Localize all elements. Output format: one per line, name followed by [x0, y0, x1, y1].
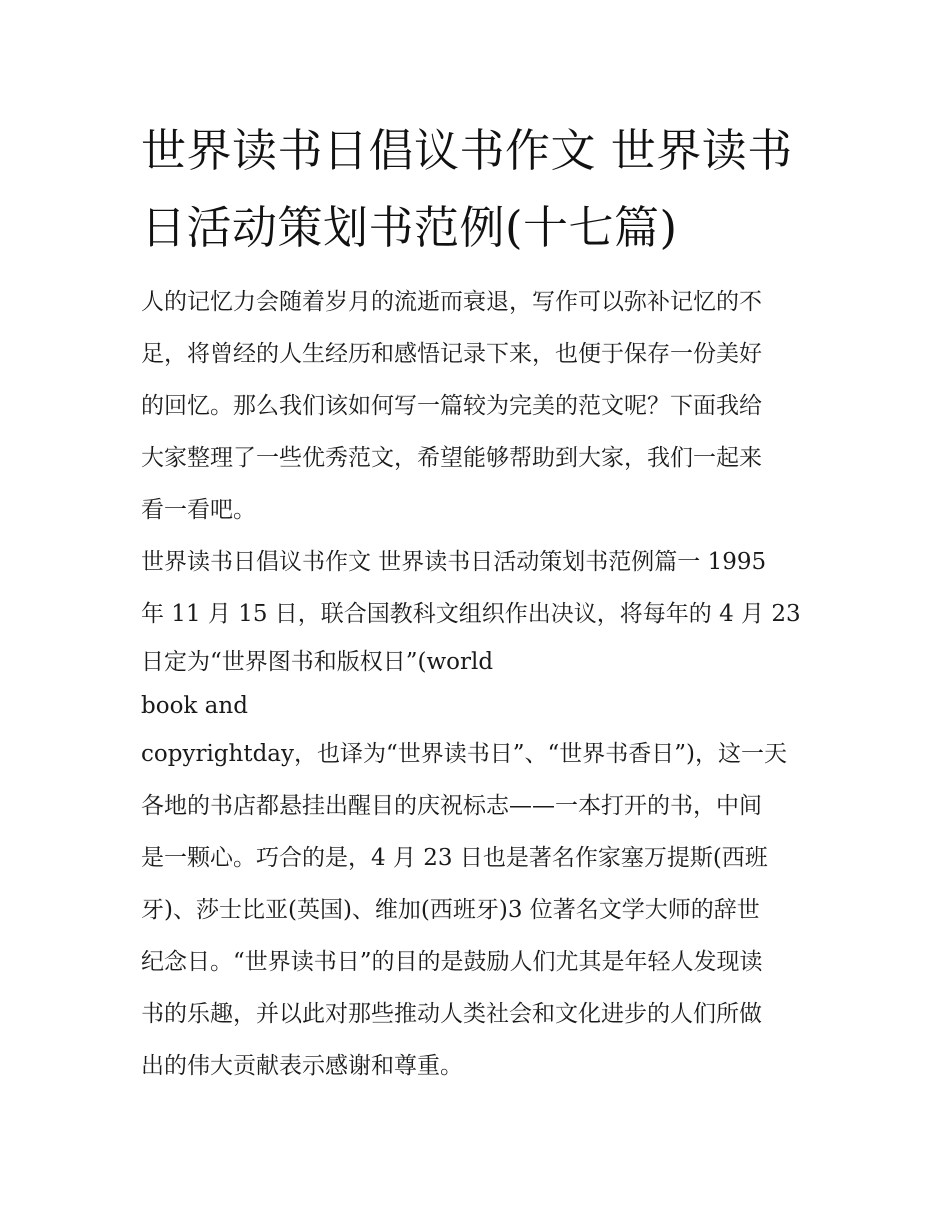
document-content [141, 112, 813, 1092]
body-line: 出的伟大贡献表示感谢和尊重。 [141, 1053, 463, 1079]
body-line: 年 11 月 15 日，联合国教科文组织作出决议，将每年的 4 月 23 [141, 601, 801, 627]
body-line: 纪念日。“世界读书日”的目的是鼓励人们尤其是年轻人发现读 [141, 949, 763, 975]
intro-line: 人的记忆力会随着岁月的流逝而衰退，写作可以弥补记忆的不 [141, 289, 762, 315]
body-line: 是一颗心。巧合的是，4 月 23 日也是著名作家塞万提斯(西班 [141, 845, 768, 871]
intro-paragraph [141, 276, 813, 536]
body-line: 各地的书店都悬挂出醒目的庆祝标志——一本打开的书，中间 [141, 793, 762, 819]
intro-line: 看一看吧。 [141, 497, 256, 523]
body-line: 书的乐趣，并以此对那些推动人类社会和文化进步的人们所做 [141, 1001, 762, 1027]
body-line: book and [141, 693, 248, 719]
body-line: copyrightday，也译为“世界读书日”、“世界书香日”)，这一天 [141, 741, 788, 767]
body-paragraph [141, 536, 813, 1092]
body-line: 日定为“世界图书和版权日”(world [141, 649, 494, 675]
intro-line: 的回忆。那么我们该如何写一篇较为完美的范文呢？下面我给 [141, 393, 762, 419]
document-title: 世界读书日倡议书作文 世界读书日活动策划书范例(十七篇) [141, 124, 793, 254]
body-line: 牙)、莎士比亚(英国)、维加(西班牙)3 位著名文学大师的辞世 [141, 897, 760, 923]
intro-line: 足，将曾经的人生经历和感悟记录下来，也便于保存一份美好 [141, 341, 762, 367]
body-line: 世界读书日倡议书作文 世界读书日活动策划书范例篇一 1995 [141, 549, 767, 575]
intro-line: 大家整理了一些优秀范文，希望能够帮助到大家，我们一起来 [141, 445, 762, 471]
